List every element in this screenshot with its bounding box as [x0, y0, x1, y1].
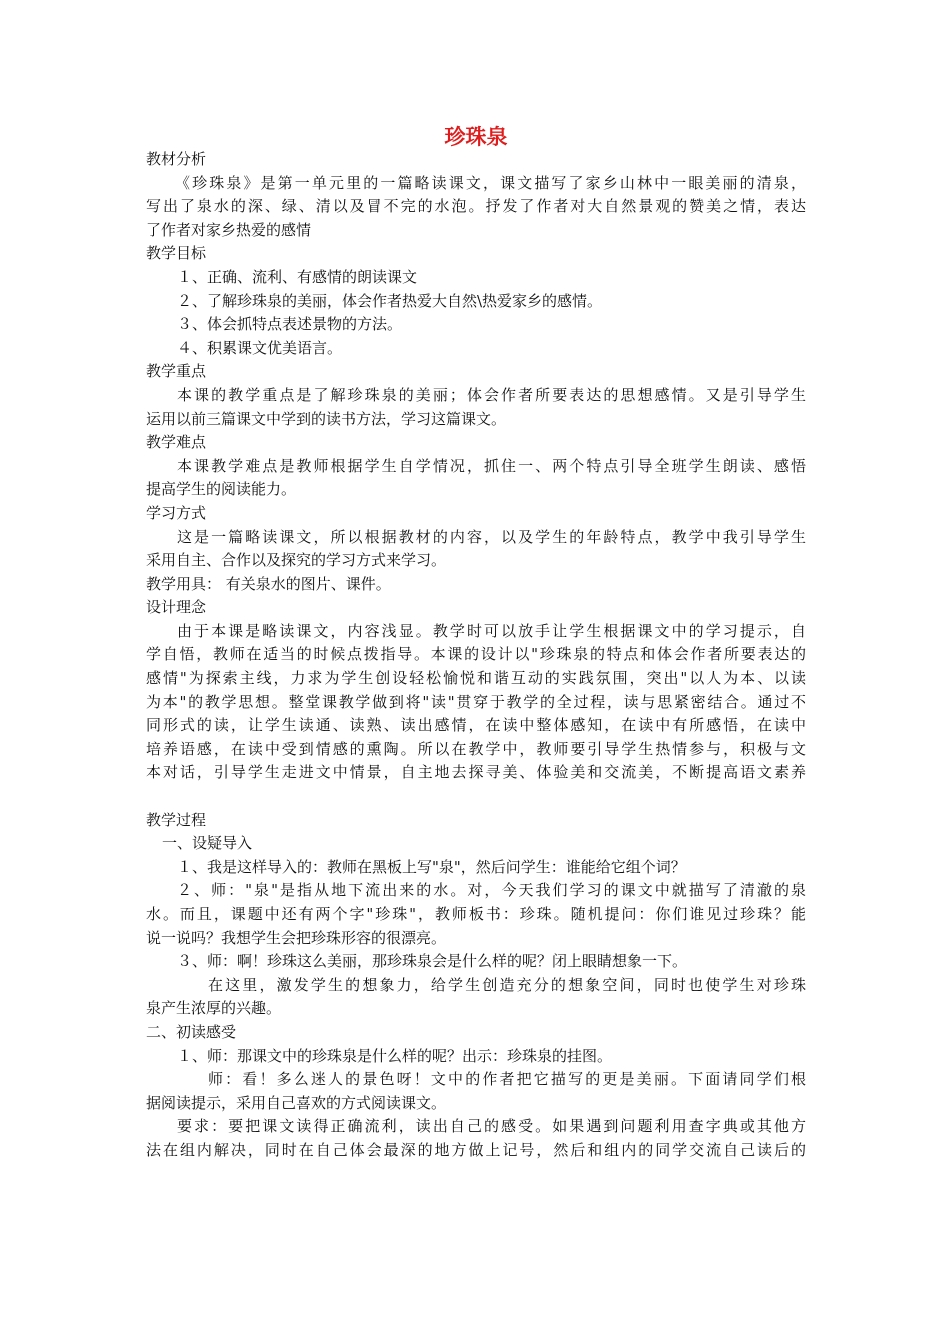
- paragraph-line: 二、初读感受: [146, 1022, 237, 1041]
- paragraph-line: 写出了泉水的深、绿、清以及冒不完的水泡。抒发了作者对大自然景观的赞美之情，表达: [146, 197, 806, 216]
- paragraph-line: 在这里，激发学生的想象力，给学生创造充分的想象空间，同时也使学生对珍珠: [208, 975, 806, 994]
- paragraph-line: 水。而且，课题中还有两个字"珍珠"，教师板书：珍珠。随机提问：你们谁见过珍珠？能: [146, 905, 806, 923]
- paragraph-line: 采用自主、合作以及探究的学习方式来学习。: [146, 551, 447, 570]
- paragraph-line: １、师：那课文中的珍珠泉是什么样的呢？出示：珍珠泉的挂图。: [177, 1046, 613, 1065]
- paragraph-line: 了作者对家乡热爱的感情: [146, 220, 312, 239]
- paragraph-line: ３、体会抓特点表述景物的方法。: [177, 315, 403, 334]
- paragraph-line: 要求：要把课文读得正确流利，读出自己的感受。如果遇到问题利用查字典或其他方: [177, 1117, 806, 1136]
- paragraph-line: 同形式的读，让学生读通、读熟、读出感情，在读中整体感知，在读中有所感悟，在读中: [146, 716, 806, 735]
- paragraph-line: ２、了解珍珠泉的美丽，体会作者热爱大自然\热爱家乡的感情。: [177, 291, 603, 310]
- document-title: 珍珠泉: [444, 125, 508, 149]
- paragraph-line: 培养语感，在读中受到情感的熏陶。所以在教学中，教师要引导学生热情参与，积极与文: [146, 739, 806, 758]
- section-heading: 学习方式: [146, 503, 207, 522]
- paragraph-line: 提高学生的阅读能力。: [146, 480, 297, 499]
- paragraph-line: 本课教学难点是教师根据学生自学情况，抓住一、两个特点引导全班学生朗读、感悟: [177, 456, 806, 475]
- paragraph-line: 据阅读提示，采用自己喜欢的方式阅读课文。: [146, 1093, 447, 1112]
- paragraph-line: 学自悟，教师在适当的时候点拨指导。本课的设计以"珍珠泉的特点和体会作者所要表达的: [146, 645, 806, 664]
- paragraph-line: 本课的教学重点是了解珍珠泉的美丽；体会作者所要表达的思想感情。又是引导学生: [177, 385, 806, 404]
- paragraph-line: ４、积累课文优美语言。: [177, 338, 343, 357]
- paragraph-line: 法在组内解决，同时在自己体会最深的地方做上记号，然后和组内的同学交流自己读后的: [146, 1140, 806, 1159]
- document-body: [146, 148, 806, 1163]
- section-heading: 设计理念: [146, 598, 207, 617]
- section-heading: 教学难点: [146, 433, 207, 452]
- paragraph-line: １、我是这样导入的：教师在黑板上写"泉"，然后问学生：谁能给它组个词？: [177, 857, 686, 876]
- section-heading: 教学目标: [146, 244, 207, 263]
- paragraph-line: １、正确、流利、有感情的朗读课文: [177, 267, 418, 286]
- paragraph-line: 为本"的教学思想。整堂课教学做到将"读"贯穿于教学的全过程，读与思紧密结合。通过不: [146, 692, 806, 711]
- paragraph-line: 师：看！多么迷人的景色呀！文中的作者把它描写的更是美丽。下面请同学们根: [208, 1070, 806, 1089]
- paragraph-line: 运用以前三篇课文中学到的读书方法，学习这篇课文。: [146, 409, 507, 428]
- paragraph-line: 泉产生浓厚的兴趣。: [146, 999, 282, 1018]
- paragraph-line: 教学用具： 有关泉水的图片、课件。: [146, 574, 391, 593]
- paragraph-line: 由于本课是略读课文，内容浅显。教学时可以放手让学生根据课文中的学习提示，自: [177, 621, 806, 640]
- paragraph-line: 感情"为探索主线，力求为学生创设轻松愉悦和谐互动的实践氛围，突出"以人为本、以读: [146, 669, 806, 688]
- paragraph-line: ２、师："泉"是指从地下流出来的水。对，今天我们学习的课文中就描写了清澈的泉: [177, 881, 806, 900]
- section-heading: 教学重点: [146, 362, 207, 381]
- section-heading: 教学过程: [146, 810, 207, 829]
- paragraph-line: 一、设疑导入: [162, 834, 253, 853]
- paragraph-line: 说一说吗？我想学生会把珍珠形容的很漂亮。: [146, 928, 447, 947]
- paragraph-line: 这是一篇略读课文，所以根据教材的内容，以及学生的年龄特点，教学中我引导学生: [177, 527, 806, 546]
- section-heading: 教材分析: [146, 150, 207, 168]
- paragraph-line: [146, 785, 806, 809]
- paragraph-line: ３、师：啊！珍珠这么美丽，那珍珠泉会是什么样的呢？闭上眼睛想象一下。: [177, 952, 688, 971]
- paragraph-line: 本对话，引导学生走进文中情景，自主地去探寻美、体验美和交流美，不断提高语文素养: [146, 763, 806, 782]
- paragraph-line: 《珍珠泉》是第一单元里的一篇略读课文，课文描写了家乡山林中一眼美丽的清泉，: [175, 173, 806, 192]
